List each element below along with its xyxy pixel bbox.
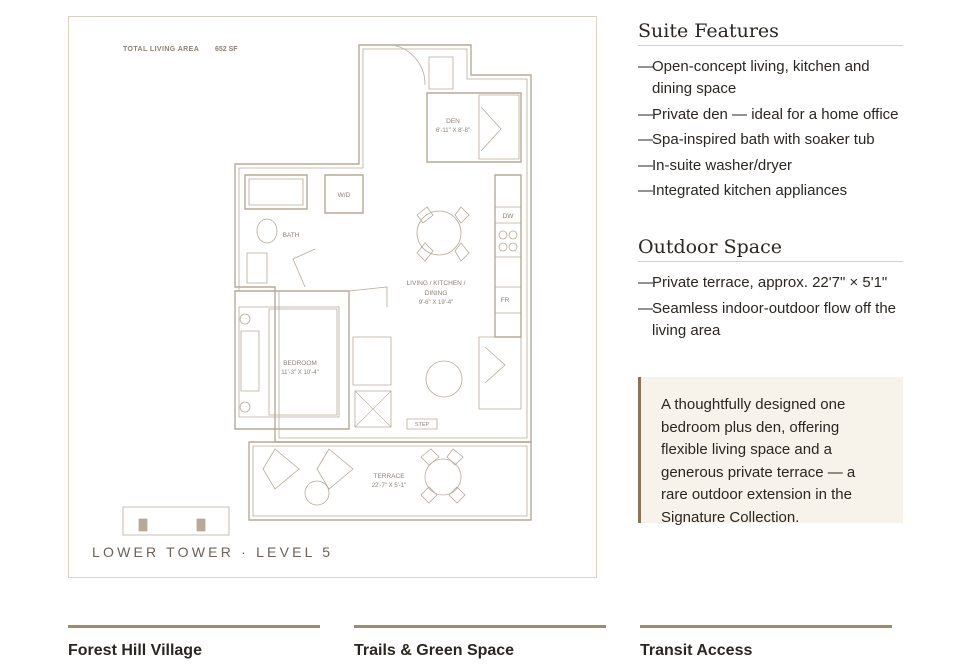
section-trails-green-space [354,625,606,660]
dw-label: DW [502,213,514,220]
bath-label: BATH [282,232,300,239]
total-living-area-label: TOTAL LIVING AREA [123,46,200,53]
section-heading: Trails & Green Space [354,642,515,659]
outdoor-space-heading: Outdoor Space [638,236,903,262]
total-living-area-value: 652 SF [215,46,238,53]
section-forest-hill-village [68,625,320,660]
outdoor-space-list [638,272,903,345]
section-heading: Forest Hill Village [68,642,202,659]
feature-text: In-suite washer/dryer [652,156,793,174]
dash-glyph: — [638,131,653,148]
bedroom-label: BEDROOM [283,360,317,367]
terrace-dims: 22'-7" X 5'-1" [371,483,407,489]
floor-plan-card [68,16,597,578]
feature-text: Private terrace, approx. 22'7" × 5'1" [652,274,888,291]
feature-text: Seamless indoor-outdoor flow off the living area [652,299,897,339]
step-label: STEP [414,422,430,428]
floor-plan-caption: LOWER TOWER · LEVEL 5 [92,544,334,560]
callout-text: A thoughtfully designed one bedroom plus den, offering flexible living space and a generous private terrace — a rare outdoor extension in the Signature Collection. [661,396,856,526]
dash-glyph: — [638,58,653,75]
feature-text: Private den — ideal for a home office [652,105,899,123]
dash-glyph: — [638,105,653,123]
list-item [638,104,903,126]
fr-label: FR [500,297,510,304]
dash-glyph: — [638,156,653,174]
list-item [638,298,903,342]
dash-glyph: — [638,299,653,317]
living-dims: 9'-6" X 19'-4" [418,300,454,306]
dash-glyph: — [638,182,653,199]
feature-text: Spa-inspired bath with soaker tub [652,131,875,148]
living-label: LIVING / KITCHEN / [406,280,466,287]
suite-features-list [638,56,903,206]
den-dims: 6'-11" X 8'-8" [435,128,471,134]
list-item [638,129,903,151]
list-item [638,155,903,177]
list-item [638,56,903,100]
section-transit-access [640,625,892,660]
wd-label: W/D [337,192,351,199]
den-label: DEN [446,118,460,125]
bedroom-dims: 11'-3" X 10'-4" [281,370,319,376]
living-label-2: DINING [424,290,448,297]
suite-features-heading: Suite Features [638,20,903,46]
feature-text: Integrated kitchen appliances [652,182,848,199]
description-callout [638,377,903,526]
floor-plan-drawing [69,17,596,577]
list-item [638,180,903,202]
terrace-label: TERRACE [373,473,405,480]
feature-text: Open-concept living, kitchen and dining space [652,58,870,97]
section-heading: Transit Access [640,642,753,659]
dash-glyph: — [638,274,653,291]
list-item [638,272,903,294]
